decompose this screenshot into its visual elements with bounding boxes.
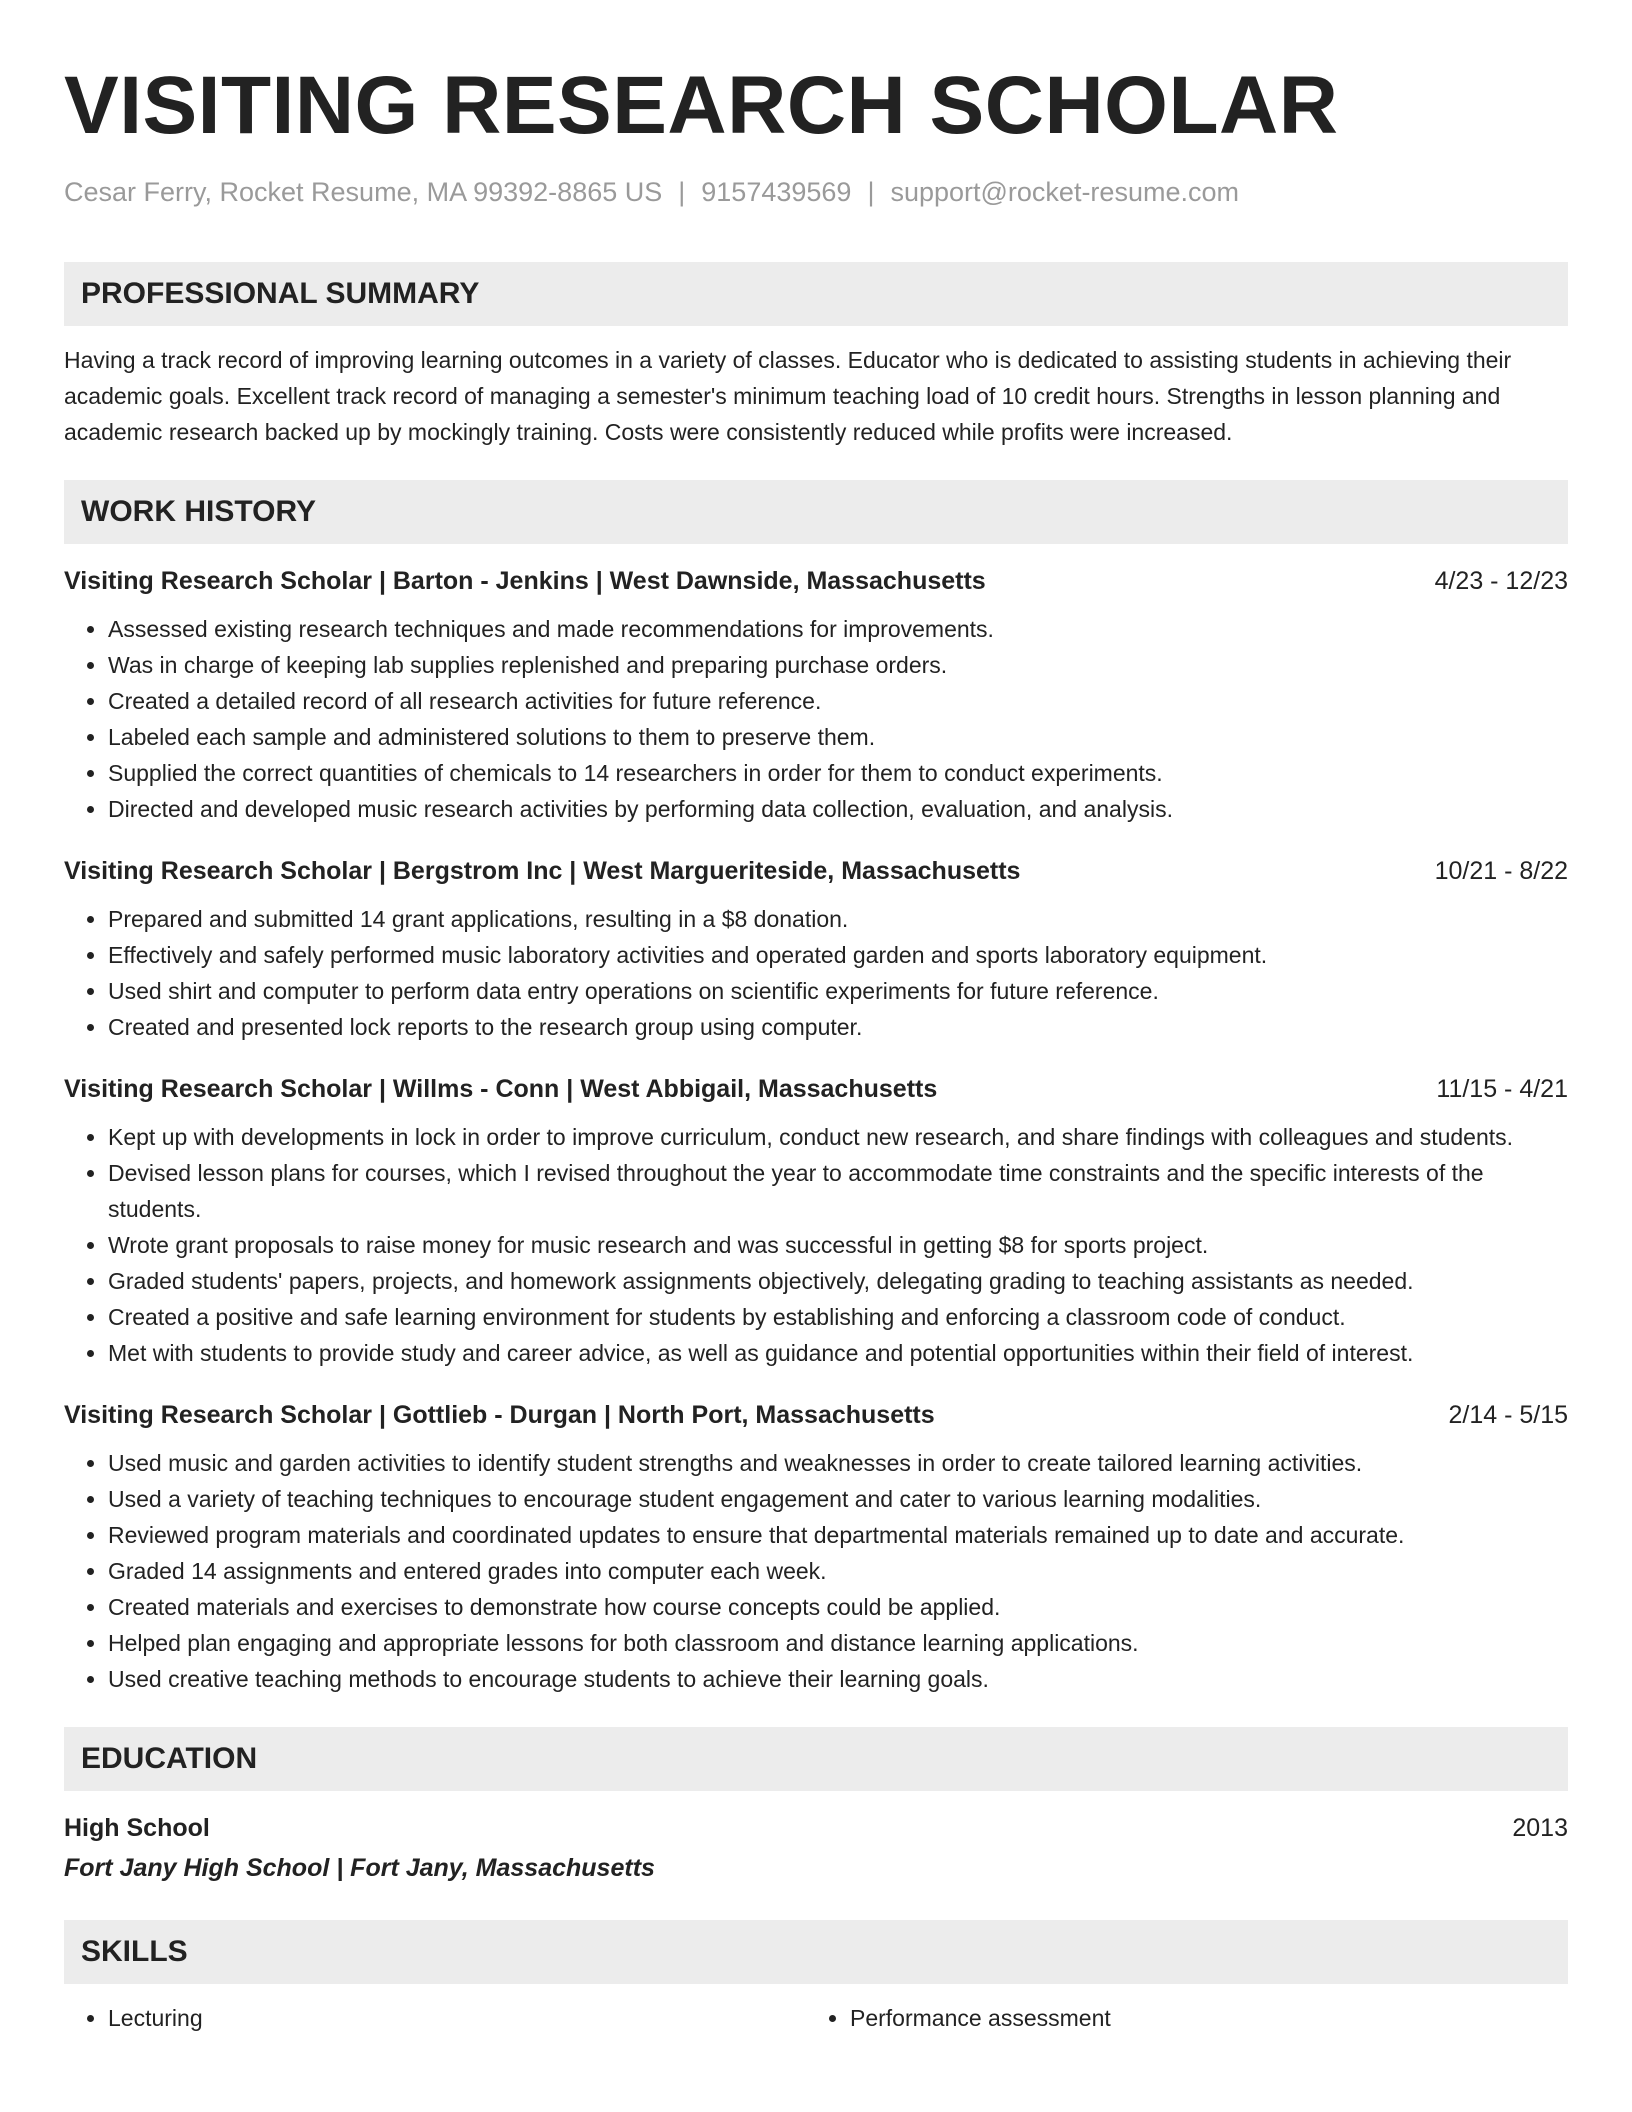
skills-list	[64, 2000, 1568, 2036]
contact-address: Cesar Ferry, Rocket Resume, MA 99392-8865 US	[64, 177, 663, 207]
work-entry-dates: 10/21 - 8/22	[1434, 857, 1568, 885]
contact-separator: |	[678, 177, 686, 207]
work-entry	[64, 1397, 1568, 1697]
work-entry	[64, 1071, 1568, 1371]
list-item: • Graded students' papers, projects, and homework assignments objectively, delegating grading to teaching assistants as needed.	[108, 1263, 1568, 1299]
list-item: • Effectively and safely performed music laboratory activities and operated garden and sports laboratory equipment.	[108, 937, 1568, 973]
list-item: • Supplied the correct quantities of chemicals to 14 researchers in order for them to conduct experiments.	[108, 755, 1568, 791]
education-degree: High School	[64, 1814, 210, 1842]
list-item: • Used music and garden activities to identify student strengths and weaknesses in order to create tailored learning activities.	[108, 1445, 1568, 1481]
list-item: • Directed and developed music research activities by performing data collection, evaluation, and analysis.	[108, 791, 1568, 827]
contact-phone: 9157439569	[701, 177, 852, 207]
work-entry-title: Visiting Research Scholar | Gottlieb - Durgan | North Port, Massachusetts	[64, 1401, 935, 1429]
summary-heading: PROFESSIONAL SUMMARY	[64, 262, 1568, 326]
work-entry-dates: 4/23 - 12/23	[1434, 567, 1568, 595]
work-entry-dates: 11/15 - 4/21	[1436, 1075, 1568, 1103]
list-item: • Created a positive and safe learning environment for students by establishing and enforcing a classroom code of conduct.	[108, 1299, 1568, 1335]
contact-email: support@rocket-resume.com	[890, 177, 1239, 207]
list-item: • Assessed existing research techniques and made recommendations for improvements.	[108, 611, 1568, 647]
work-entry-header	[64, 1071, 1568, 1107]
work-entry-header	[64, 1397, 1568, 1433]
list-item: • Used shirt and computer to perform data entry operations on scientific experiments for future reference.	[108, 973, 1568, 1009]
list-item: • Prepared and submitted 14 grant applications, resulting in a $8 donation.	[108, 901, 1568, 937]
skill-item: • Performance assessment	[850, 2000, 1548, 2036]
work-entry-header	[64, 853, 1568, 889]
list-item: • Created and presented lock reports to the research group using computer.	[108, 1009, 1568, 1045]
work-entry-title: Visiting Research Scholar | Barton - Jenkins | West Dawnside, Massachusetts	[64, 567, 986, 595]
list-item: • Used creative teaching methods to encourage students to achieve their learning goals.	[108, 1661, 1568, 1697]
list-item: • Reviewed program materials and coordinated updates to ensure that departmental materials remained up to date and accurate.	[108, 1517, 1568, 1553]
work-entry-bullets	[64, 901, 1568, 1045]
list-item: • Was in charge of keeping lab supplies replenished and preparing purchase orders.	[108, 647, 1568, 683]
list-item: • Graded 14 assignments and entered grades into computer each week.	[108, 1553, 1568, 1589]
list-item: • Created a detailed record of all research activities for future reference.	[108, 683, 1568, 719]
work-entry	[64, 853, 1568, 1045]
work-entry-bullets	[64, 1119, 1568, 1371]
education-heading: EDUCATION	[64, 1727, 1568, 1791]
list-item: • Wrote grant proposals to raise money for music research and was successful in getting $8 for sports project.	[108, 1227, 1568, 1263]
list-item: • Kept up with developments in lock in order to improve curriculum, conduct new research, and share findings with colleagues and students.	[108, 1119, 1568, 1155]
education-header	[64, 1810, 1568, 1846]
education-entry	[64, 1810, 1568, 1886]
list-item: • Devised lesson plans for courses, which I revised throughout the year to accommodate time constraints and the specific interests of the students.	[108, 1155, 1568, 1227]
work-entry	[64, 563, 1568, 827]
list-item: • Used a variety of teaching techniques to encourage student engagement and cater to various learning modalities.	[108, 1481, 1568, 1517]
work-entry-bullets	[64, 611, 1568, 827]
work-entry-title: Visiting Research Scholar | Bergstrom Inc | West Margueriteside, Massachusetts	[64, 857, 1021, 885]
education-school: Fort Jany High School | Fort Jany, Massachusetts	[64, 1854, 655, 1882]
work-history-heading: WORK HISTORY	[64, 480, 1568, 544]
education-year: 2013	[1512, 1814, 1568, 1842]
list-item: • Met with students to provide study and career advice, as well as guidance and potential opportunities within their field of interest.	[108, 1335, 1568, 1371]
work-entry-header	[64, 563, 1568, 599]
contact-line	[64, 174, 1568, 210]
list-item: • Helped plan engaging and appropriate lessons for both classroom and distance learning applications.	[108, 1625, 1568, 1661]
work-history-list	[64, 563, 1568, 1697]
skills-heading: SKILLS	[64, 1920, 1568, 1984]
work-entry-dates: 2/14 - 5/15	[1448, 1401, 1568, 1429]
work-entry-title: Visiting Research Scholar | Willms - Conn | West Abbigail, Massachusetts	[64, 1075, 938, 1103]
resume-title: VISITING RESEARCH SCHOLAR	[64, 60, 1339, 151]
skills-column-right	[806, 2000, 1548, 2036]
summary-text: Having a track record of improving learning outcomes in a variety of classes. Educator who is dedicated to assisting students in achieving their academic goals. Excellent track record of managing a semester's minimum teaching load of 10 credit hours. Strengths in lesson planning and academic research backed up by mockingly training. Costs were consistently reduced while profits were increased.	[64, 347, 1512, 445]
list-item: • Created materials and exercises to demonstrate how course concepts could be applied.	[108, 1589, 1568, 1625]
contact-separator: |	[867, 177, 875, 207]
list-item: • Labeled each sample and administered solutions to them to preserve them.	[108, 719, 1568, 755]
skills-column-left	[64, 2000, 806, 2036]
work-entry-bullets	[64, 1445, 1568, 1697]
skill-item: • Lecturing	[108, 2000, 806, 2036]
